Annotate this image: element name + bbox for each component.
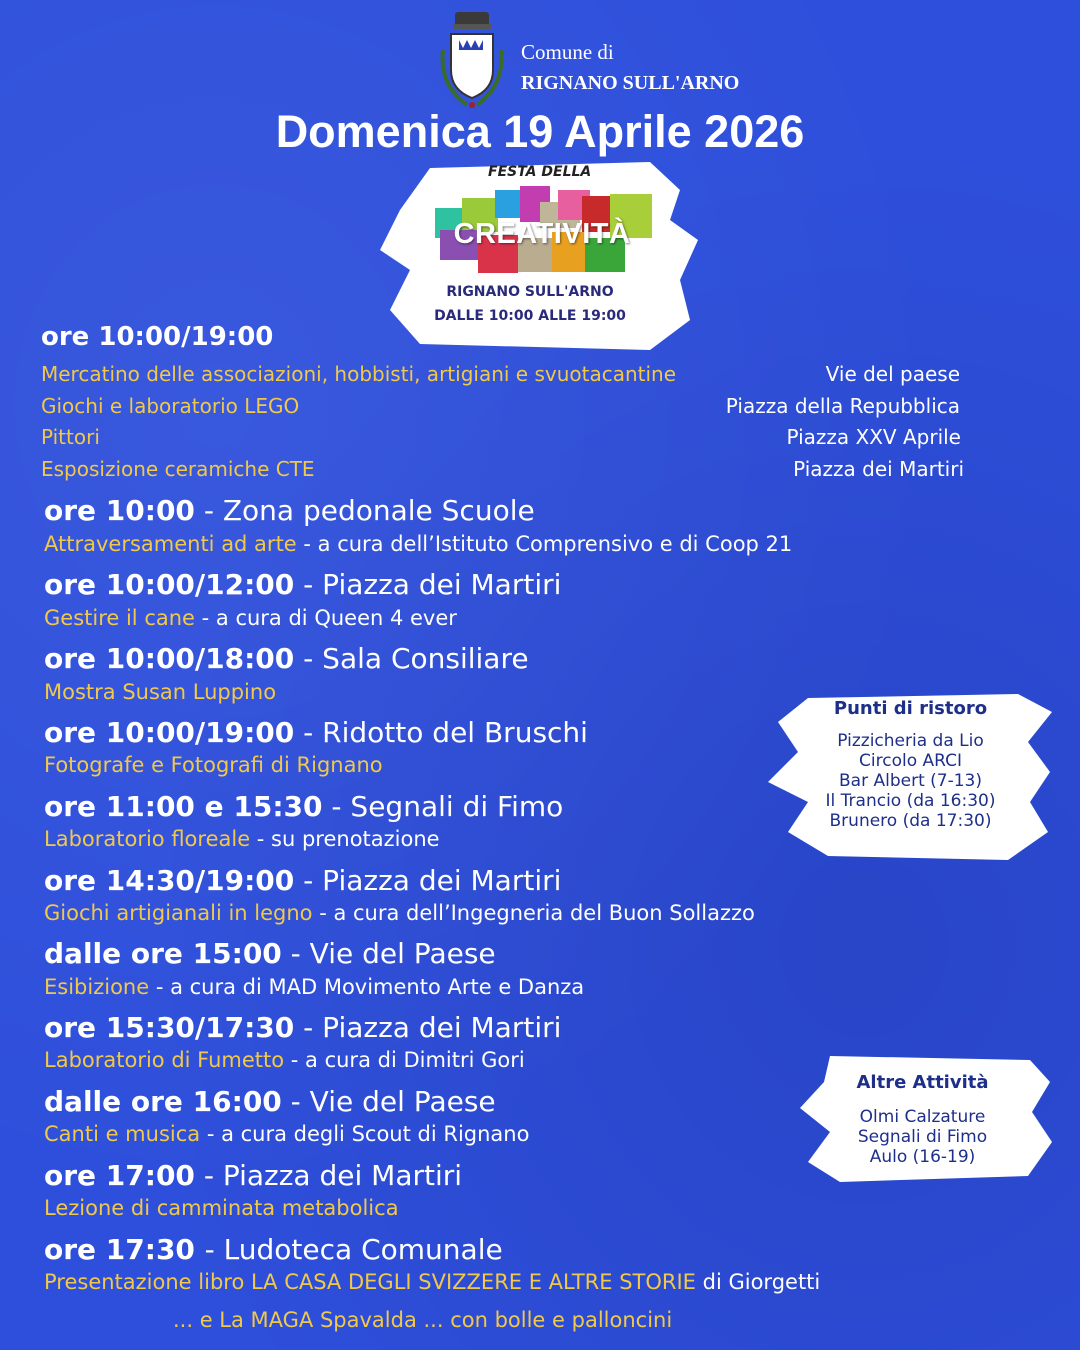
slot-heading — [44, 1159, 462, 1192]
slot-activity: Canti e musica — [44, 1122, 201, 1146]
slot-activity: Fotografe e Fotografi di Rignano — [44, 753, 383, 777]
slot-note: di Giorgetti — [695, 1270, 821, 1294]
comune-name: RIGNANO SULL'ARNO — [521, 72, 740, 94]
main-block-time: ore 10:00/19:00 — [41, 322, 274, 352]
slot-heading — [44, 494, 535, 527]
slot-activity: Presentazione libro LA CASA DEGLI SVIZZERE E ALTRE STORIE — [44, 1270, 696, 1294]
slot-heading — [44, 716, 588, 749]
slot-note: - su prenotazione — [250, 827, 440, 851]
slot-heading — [44, 642, 529, 675]
slot-heading — [44, 1085, 496, 1118]
slot-detail — [44, 606, 457, 630]
slot-time: ore 10:00/18:00 — [44, 642, 295, 675]
slot-activity: Esibizione — [44, 975, 150, 999]
slot-heading — [44, 864, 561, 897]
slot-place: - Ludoteca Comunale — [204, 1233, 503, 1266]
slot-place: - Ridotto del Bruschi — [294, 716, 588, 749]
slot-activity: Laboratorio di Fumetto — [44, 1048, 285, 1072]
slot-heading — [44, 568, 561, 601]
altre-item: Olmi Calzature — [859, 1107, 986, 1127]
altre-attivita-box — [800, 1052, 1052, 1184]
slot-place: - Zona pedonale Scuole — [194, 494, 535, 527]
slot-detail — [44, 975, 584, 999]
slot-note: - a cura dell’Istituto Comprensivo e di Coop 21 — [296, 532, 793, 556]
ristoro-item: Brunero (da 17:30) — [829, 811, 992, 831]
slot-detail — [44, 680, 276, 704]
main-activity: Pittori — [41, 425, 100, 449]
slot-heading — [44, 790, 563, 823]
slot-time: ore 15:30/17:30 — [44, 1011, 295, 1044]
festival-logo — [380, 160, 700, 350]
footer-line: ... e La MAGA Spavalda ... con bolle e palloncini — [173, 1308, 673, 1332]
slot-note: - a cura di Queen 4 ever — [194, 606, 457, 630]
slot-place: - Piazza dei Martiri — [294, 568, 562, 601]
slot-time: ore 10:00/19:00 — [44, 716, 295, 749]
logo-title: CREATIVITÀ — [453, 218, 631, 250]
slot-note: - a cura dell’Ingegneria del Buon Sollazzo — [312, 901, 755, 925]
main-activity: Esposizione ceramiche CTE — [41, 457, 315, 481]
slot-note: - a cura di Dimitri Gori — [284, 1048, 525, 1072]
altre-title: Altre Attività — [856, 1072, 989, 1093]
slot-place: - Sala Consiliare — [294, 642, 529, 675]
town-crest-logo — [437, 10, 507, 115]
slot-time: ore 10:00 — [44, 494, 195, 527]
slot-time: ore 17:00 — [44, 1159, 195, 1192]
slot-heading — [44, 1233, 503, 1266]
slot-time: dalle ore 16:00 — [44, 1085, 282, 1118]
slot-place: - Segnali di Fimo — [322, 790, 564, 823]
main-activity: Mercatino delle associazioni, hobbisti, artigiani e svuotacantine — [41, 362, 677, 386]
slot-time: ore 14:30/19:00 — [44, 864, 295, 897]
main-activity-place: Vie del paese — [825, 362, 960, 386]
slot-detail — [44, 753, 383, 777]
slot-activity: Lezione di camminata metabolica — [44, 1196, 399, 1220]
slot-note: - a cura di MAD Movimento Arte e Danza — [149, 975, 585, 999]
slot-place: - Piazza dei Martiri — [194, 1159, 463, 1192]
ristoro-box — [768, 692, 1053, 862]
slot-detail — [44, 532, 792, 556]
slot-activity: Gestire il cane — [44, 606, 195, 630]
main-activity-place: Piazza dei Martiri — [793, 457, 964, 481]
slot-time: ore 11:00 e 15:30 — [44, 790, 323, 823]
slot-detail — [44, 1122, 529, 1146]
slot-time: ore 10:00/12:00 — [44, 568, 295, 601]
slot-activity: Giochi artigianali in legno — [44, 901, 313, 925]
event-date-title: Domenica 19 Aprile 2026 — [275, 106, 805, 157]
logo-place: RIGNANO SULL'ARNO — [446, 284, 614, 300]
altre-item: Segnali di Fimo — [857, 1127, 988, 1147]
altre-item: Aulo (16-19) — [869, 1147, 976, 1167]
logo-festa-label: FESTA DELLA — [488, 164, 592, 180]
ristoro-item: Circolo ARCI — [859, 751, 962, 771]
ristoro-title: Punti di ristoro — [833, 698, 988, 719]
slot-detail — [44, 901, 755, 925]
ristoro-item: Pizzicheria da Lio — [837, 731, 984, 751]
logo-hours: DALLE 10:00 ALLE 19:00 — [434, 308, 626, 324]
slot-note: - a cura degli Scout di Rignano — [200, 1122, 530, 1146]
slot-time: dalle ore 15:00 — [44, 937, 282, 970]
ristoro-item: Il Trancio (da 16:30) — [825, 791, 996, 811]
slot-activity: Attraversamenti ad arte — [44, 532, 297, 556]
main-activity-place: Piazza XXV Aprile — [786, 425, 961, 449]
comune-di-label: Comune di — [521, 40, 614, 64]
ristoro-item: Bar Albert (7-13) — [839, 771, 982, 791]
slot-place: - Vie del Paese — [281, 937, 496, 970]
main-activity-place: Piazza della Repubblica — [725, 394, 960, 418]
slot-place: - Piazza dei Martiri — [294, 864, 562, 897]
slot-activity: Mostra Susan Luppino — [44, 680, 277, 704]
main-activity: Giochi e laboratorio LEGO — [41, 394, 300, 418]
slot-detail — [44, 827, 440, 851]
slot-heading — [44, 937, 496, 970]
slot-place: - Piazza dei Martiri — [294, 1011, 562, 1044]
slot-heading — [44, 1011, 561, 1044]
slot-time: ore 17:30 — [44, 1233, 205, 1266]
slot-detail — [44, 1270, 820, 1294]
slot-detail — [44, 1048, 525, 1072]
slot-place: - Vie del Paese — [281, 1085, 496, 1118]
slot-activity: Laboratorio floreale — [44, 827, 251, 851]
slot-detail — [44, 1196, 399, 1220]
